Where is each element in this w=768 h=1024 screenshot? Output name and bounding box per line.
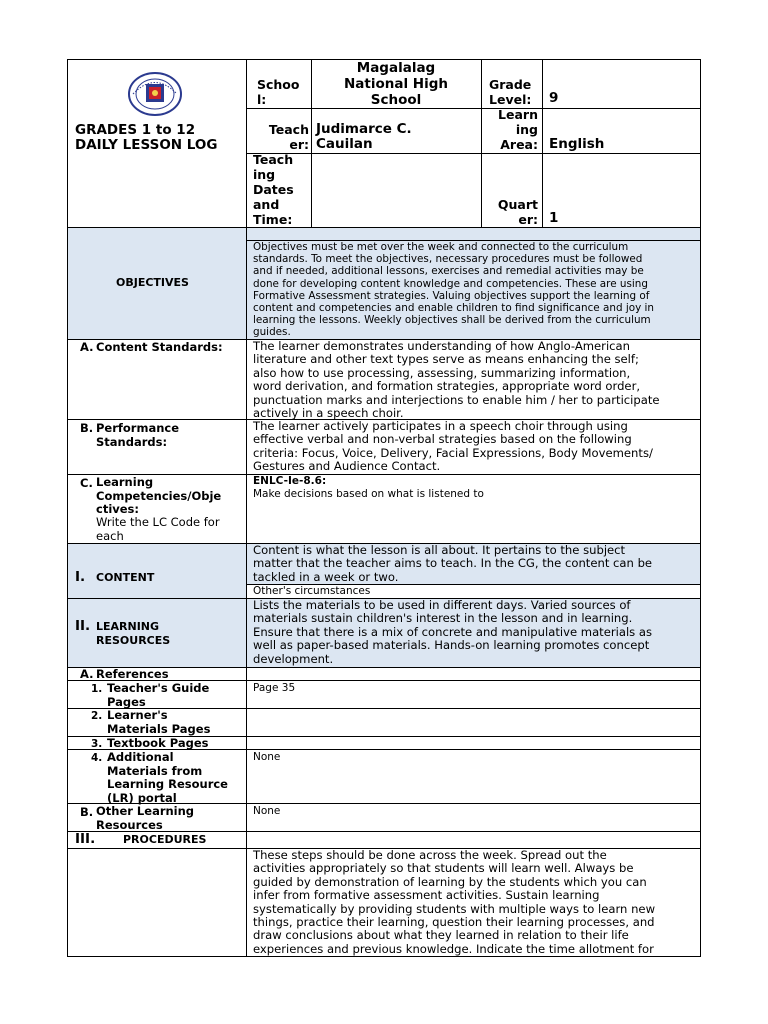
competencies-label: Learning Competencies/Obje ctives: bbox=[96, 475, 222, 516]
learning-area-label: Learn ing Area: bbox=[498, 107, 538, 152]
objectives-label: OBJECTIVES bbox=[116, 276, 189, 289]
deped-seal-logo bbox=[127, 71, 183, 117]
reference-3-label: Textbook Pages bbox=[107, 736, 209, 750]
references-letter: A. bbox=[80, 667, 94, 681]
competency-text: Make decisions based on what is listened to bbox=[253, 488, 484, 500]
content-label: CONTENT bbox=[96, 571, 155, 584]
learning-area-value[interactable]: English bbox=[549, 136, 605, 152]
content-value[interactable]: Other's circumstances bbox=[253, 585, 371, 597]
competency-code: ENLC-Ie-8.6: bbox=[253, 475, 327, 487]
form-title: GRADES 1 to 12 DAILY LESSON LOG bbox=[75, 122, 218, 153]
procedures-label: PROCEDURES bbox=[123, 833, 207, 846]
quarter-label: Quart er: bbox=[497, 197, 538, 227]
other-resources-value[interactable]: None bbox=[253, 805, 281, 817]
resources-description: Lists the materials to be used in different days. Varied sources of materials sustain children's interest in the lesson and in learning. Ensure that there is a mix of concrete and manipulative materials as well as paper-based materials. Hands-on learning promotes concept development. bbox=[253, 598, 653, 666]
other-resources-letter: B. bbox=[80, 805, 94, 819]
grade-value[interactable]: 9 bbox=[549, 90, 559, 106]
content-numeral: I. bbox=[75, 569, 86, 585]
content-standards-text: The learner demonstrates understanding of how Anglo-American literature and other text types serve as means enhancing the self; also how to use processing, assessing, summarizing information, word derivation, and formation strategies, appropriate word order, punctuation marks and interjections to enable him / her to participate actively in a speech choir. bbox=[253, 339, 660, 421]
reference-2-label: Learner's Materials Pages bbox=[107, 708, 211, 736]
other-resources-label: Other Learning Resources bbox=[96, 804, 195, 832]
reference-1-num: 1. bbox=[91, 683, 103, 695]
performance-standards-letter: B. bbox=[80, 421, 94, 435]
reference-2-num: 2. bbox=[91, 710, 103, 722]
content-label-shade bbox=[68, 544, 246, 598]
grade-label: Grade Level: bbox=[489, 77, 532, 107]
competencies-letter: C. bbox=[80, 476, 93, 490]
reference-4-value[interactable]: None bbox=[253, 751, 281, 763]
reference-4-num: 4. bbox=[91, 752, 103, 764]
objectives-description: Objectives must be met over the week and connected to the curriculum standards. To meet the objectives, necessary procedures must be followed and if needed, additional lessons, exercises and remedial activities may be done for developing content knowledge and competencies. These are using Formative Assessment strategies. Valuing objectives support the learning of content and competencies and enable children to find significance and joy in learning the lessons. Weekly objectives shall be derived from the curriculum guides. bbox=[253, 241, 655, 339]
school-value: Magalalag National High School bbox=[343, 60, 448, 108]
performance-standards-text: The learner actively participates in a speech choir through using effective verbal and non-verbal strategies based on the following criteria: Focus, Voice, Delivery, Facial Expressions, Body Movements/ Gestures and Audience Contact. bbox=[253, 419, 653, 474]
performance-standards-label: Performance Standards: bbox=[96, 421, 180, 449]
school-label: Schoo l: bbox=[257, 77, 300, 107]
reference-1-label: Teacher's Guide Pages bbox=[107, 681, 210, 709]
teaching-dates-label: Teach ing Dates and Time: bbox=[253, 152, 294, 227]
competencies-sublabel: Write the LC Code for each bbox=[96, 515, 220, 543]
reference-1-value[interactable]: Page 35 bbox=[253, 682, 296, 694]
content-standards-letter: A. bbox=[80, 340, 94, 354]
procedures-numeral: III. bbox=[75, 831, 96, 847]
quarter-value[interactable]: 1 bbox=[549, 210, 559, 226]
content-standards-label: Content Standards: bbox=[96, 340, 223, 354]
resources-label: LEARNING RESOURCES bbox=[96, 620, 171, 647]
content-description: Content is what the lesson is all about. It pertains to the subject matter that the teacher aims to teach. In the CG, the content can be tackled in a week or two. bbox=[253, 543, 653, 584]
reference-4-label: Additional Materials from Learning Resource (LR) portal bbox=[107, 750, 228, 805]
resources-numeral: II. bbox=[75, 618, 91, 634]
procedures-description: These steps should be done across the week. Spread out the activities appropriately so that students will learn well. Always be guided by demonstration of learning by the students which you can infer from formative assessment activities. Sustain learning systematically by providing students with multiple ways to learn new things, practice their learning, question their learning processes, and draw conclusions about what they learned in relation to their life experiences and previous knowledge. Indicate the time allotment for bbox=[253, 848, 656, 956]
reference-3-num: 3. bbox=[91, 738, 103, 750]
teacher-value[interactable]: Judimarce C. Cauilan bbox=[316, 121, 412, 152]
references-label: References bbox=[96, 667, 169, 681]
teacher-label: Teach er: bbox=[268, 122, 309, 152]
objectives-top-shade bbox=[247, 228, 700, 240]
